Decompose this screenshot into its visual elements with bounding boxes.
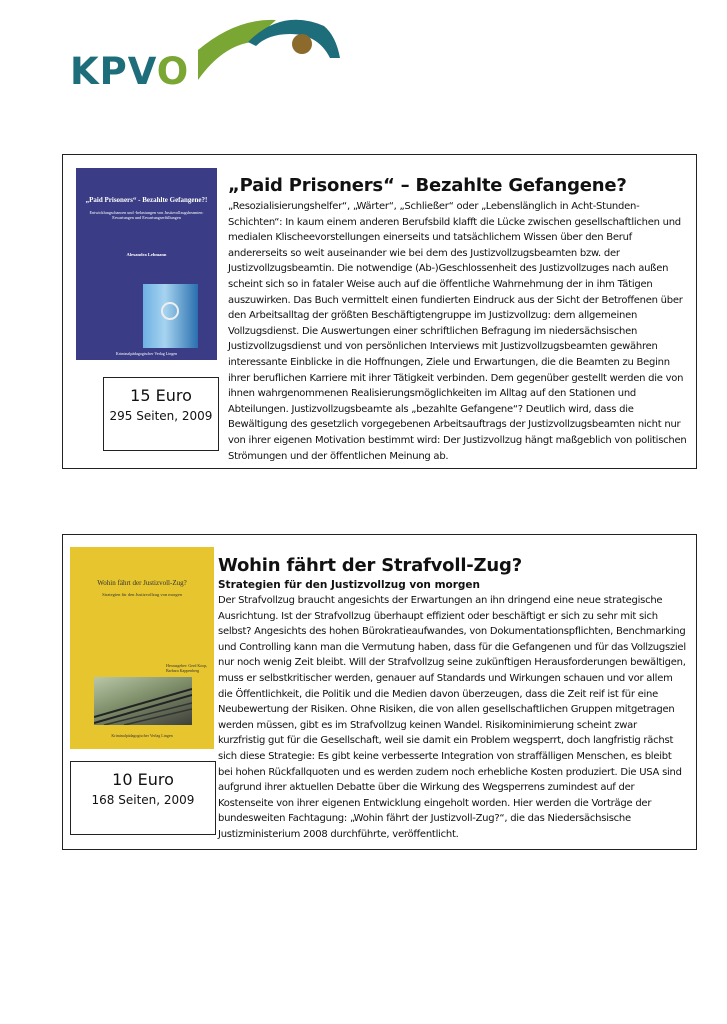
book-cover-image [76,168,217,360]
cover-photo [143,284,198,348]
price: 15 Euro [130,386,192,405]
book-card-paid-prisoners [62,154,697,469]
price: 10 Euro [112,770,174,789]
book-meta: 295 Seiten, 2009 [109,409,213,423]
cover-author: Alexandra Lehmann [126,252,167,257]
book-card-strafvoll-zug [62,534,697,850]
price-box [70,761,216,835]
kpvo-logo [70,12,350,93]
book-body-text: „Resozialisierungshelfer“, „Wärter“, „Schließer“ oder „Lebenslänglich in Acht-Stunden-Schichten“: In kaum einem anderen Berufsbild klafft die Lücke zwischen gesellschaftlichen und medialen Klischeevorstellungen einerseits und tatsächlichem Wissen über den Beruf andererseits so weit auseinander wie bei dem des Justizvollzugsbeamten bzw. der Justizvollzugsbeamtin. Die notwendige (Ab-)Geschlossenheit des Justizvollzuges nach außen scheint sich so in fataler Weise auch auf die öffentliche Wahrnehmung der in ihm Tätigen auszuwirken. Das Buch vermittelt einen fundierten Eindruck aus der Sicht der Betroffenen über den Arbeitsalltag der größten Beschäftigtengruppe im Justizvollzug: dem allgemeinen Vollzugsdienst. Die Auswertungen einer schriftlichen Befragung im niedersächsischen Justizvollzugsdienst und von persönlichen Interviews mit Justizvollzugsbeamten gewähren interessante Einblicke in die Hoffnungen, Ziele und Erwartungen, die die Beamten zu Beginn ihrer beruflichen Karriere mit ihrer Tätigkeit verbinden. Dem gegenüber gestellt werden die von ihnen wahrgenommenen Realisierungsmöglichkeiten im Alltag auf den Stationen und Abteilungen. Justizvollzugsbeamte als „bezahlte Gefangene“? Deutlich wird, dass die Bewältigung des gesetzlich vorgegebenen Arbeitsauftrags der Justizvollzugsbeamten nicht nur von ihrer eigenen Motivation bestimmt wird: Der Justizvollzug hängt maßgeblich von politischen Strömungen und der öffentlichen Meinung ab. [228,201,687,462]
book-body-text: Der Strafvollzug braucht angesichts der Erwartungen an ihn dringend eine neue strategische Ausrichtung. Ist der Strafvollzug überhaupt effizient oder beschäftigt er sich zu sehr mit sich selbst? Angesichts des hohen Bürokratieaufwandes, von Dokumentationspflichten, Benchmarking und Controlling kann man die Vermutung haben, dass für die Gefangenen und für das Vollzugsziel nur noch wenig Zeit bleibt. Will der Strafvollzug seine zukünftigen Herausforderungen bewältigen, muss er selbstkritischer werden, genauer auf Standards und Wirkungen schauen und vor allem die Öffentlichkeit, die Politik und die Medien davon überzeugen, dass die Zeit reif ist für eine Neubewertung der Risiken. Ohne Risiken, die von allen gesellschaftlichen Gruppen mitgetragen werden müssen, gibt es im Strafvollzug keinen Wandel. Risikominimierung scheint zwar kurzfristig gut für die Gesellschaft, weil sie damit ein Problem wegsperrt, doch langfristig rächst sich diese Strategie: Es gibt keine verbesserte Integration von straffälligen Menschen, es bleibt bei hohen Rückfallquoten und es werden zudem noch erhebliche Kosten produziert. Die USA sind aufgrund ihrer aktuellen Debatte über die Wirkung des Wegsperrens zumindest auf der Kostenseite von ihrer eigenen Entwicklung eingeholt worden. Hier werden die Vorträge der bundesweiten Fachtagung: „Wohin fährt der Justizvoll-Zug?“, die das Niedersächsische Justizministerium 2008 durchführte, veröffentlicht. [218,595,686,840]
book-title: „Paid Prisoners“ – Bezahlte Gefangene? [228,175,627,196]
cover-title: Wohin fährt der Justizvoll-Zug? [97,579,187,587]
cover-photo-rails [94,677,192,725]
price-box [103,377,219,451]
book-cover-image [70,547,214,749]
cover-publisher: Kriminalpädagogischer Verlag Lingen [111,733,173,738]
cover-subtitle: Entwicklungschancen und -belastungen von Justizvollzugsbeamten: Erwartungen und Erwartungserfüllungen [89,210,204,220]
cover-editors: Herausgeber: Gerd Koop, Barbara Kappenberg [166,663,208,673]
book-meta: 168 Seiten, 2009 [91,793,195,807]
book-title: Wohin fährt der Strafvoll-Zug? [218,555,522,576]
book-subtitle: Strategien für den Justizvollzug von morgen [218,579,481,591]
cover-title: „Paid Prisoners“ - Bezahlte Gefangene?! [85,196,208,204]
logo-arch-icon [198,12,343,82]
cover-publisher: Kriminalpädagogischer Verlag Lingen [115,351,178,356]
cover-subtitle: Strategien für den Justizvollzug von morgen [102,592,182,597]
book-description [228,175,688,464]
logo-wordmark: KPVO [70,50,190,93]
book-description [218,555,686,843]
